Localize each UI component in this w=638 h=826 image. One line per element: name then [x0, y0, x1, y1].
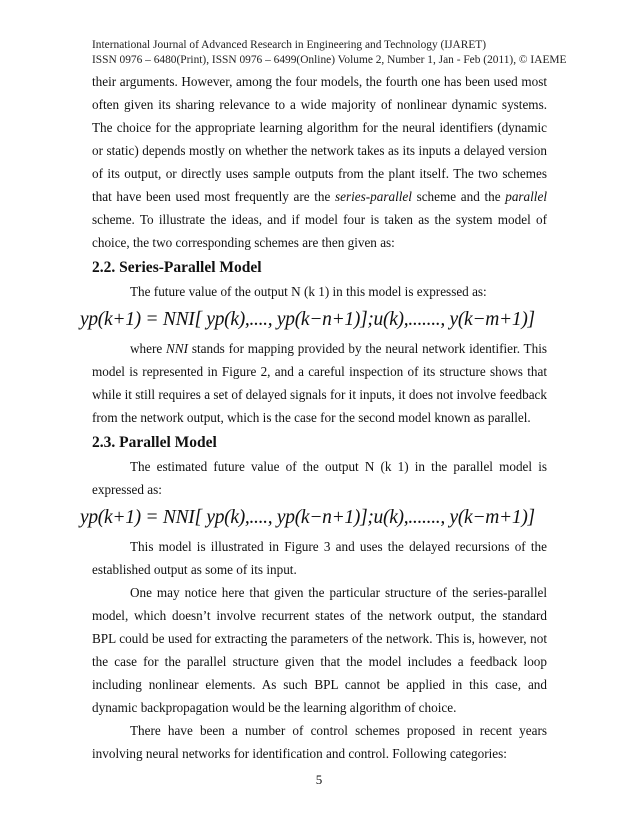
text-run: scheme and the: [411, 189, 506, 204]
emphasis-parallel: parallel: [505, 189, 547, 204]
section-heading-parallel: 2.3. Parallel Model: [92, 434, 217, 451]
emphasis-nni: NNI: [166, 341, 189, 356]
text-run: where: [130, 341, 167, 356]
text-run: their arguments. However, among the four models, the fourth one has been used most often given its sharing relevance to a wide majority of nonlinear dynamic systems. The choice for the appropriate learning algorithm for the neural identifiers (dynamic or static) depends mostly on whether the network takes as its inputs a delayed version of its output, or directly uses sample outputs from the plant itself. The two schemes that have been used most frequently are the: [92, 74, 547, 204]
section-heading-series-parallel: 2.2. Series-Parallel Model: [92, 259, 262, 276]
body-text: [80, 70, 547, 765]
journal-header: [92, 38, 567, 68]
paragraph-where: [92, 337, 547, 429]
header-line-1: International Journal of Advanced Research in Engineering and Technology (IJARET): [92, 39, 487, 51]
paragraph-series-intro: The future value of the output N (k 1) in this model is expressed as:: [130, 284, 487, 299]
paragraph-intro: [92, 70, 547, 254]
text-run: stands for mapping provided by the neural network identifier. This model is represented in Figure 2, and a careful inspection of its structure shows that while it still requires a set of delayed signals for it inputs, it does not involve feedback from the network output, which is the case for the second model known as parallel.: [92, 341, 547, 425]
text-run: scheme. To illustrate the ideas, and if model four is taken as the system model of choice, the two corresponding schemes are then given as:: [92, 212, 547, 250]
paragraph-figure3: This model is illustrated in Figure 3 and uses the delayed recursions of the established output as some of its input.: [92, 539, 547, 577]
equation-series-parallel: yp(k+1) = NNI[ yp(k),...., yp(k−n+1)];u(k),......., y(k−m+1)]: [80, 309, 535, 330]
emphasis-series-parallel: series-parallel: [335, 189, 412, 204]
paragraph-parallel-intro: The estimated future value of the output N (k 1) in the parallel model is expressed as:: [92, 459, 547, 497]
header-line-2: ISSN 0976 – 6480(Print), ISSN 0976 – 6499(Online) Volume 2, Number 1, Jan - Feb (2011), © IAEME: [92, 54, 567, 66]
paragraph-bpl: One may notice here that given the particular structure of the series-parallel model, which doesn’t involve recurrent states of the network output, the standard BPL could be used for extracting the parameters of the network. This is, however, not the case for the parallel structure given that the model includes a feedback loop including nonlinear elements. As such BPL cannot be applied in this case, and dynamic backpropagation would be the learning algorithm of choice.: [92, 585, 547, 715]
page-number: 5: [315, 772, 323, 787]
paragraph-control-schemes: There have been a number of control schemes proposed in recent years involving neural networks for identification and control. Following categories:: [92, 723, 547, 761]
equation-parallel: yp(k+1) = NNI[ yp(k),...., yp(k−n+1)];u(k),......., y(k−m+1)]: [80, 507, 535, 528]
